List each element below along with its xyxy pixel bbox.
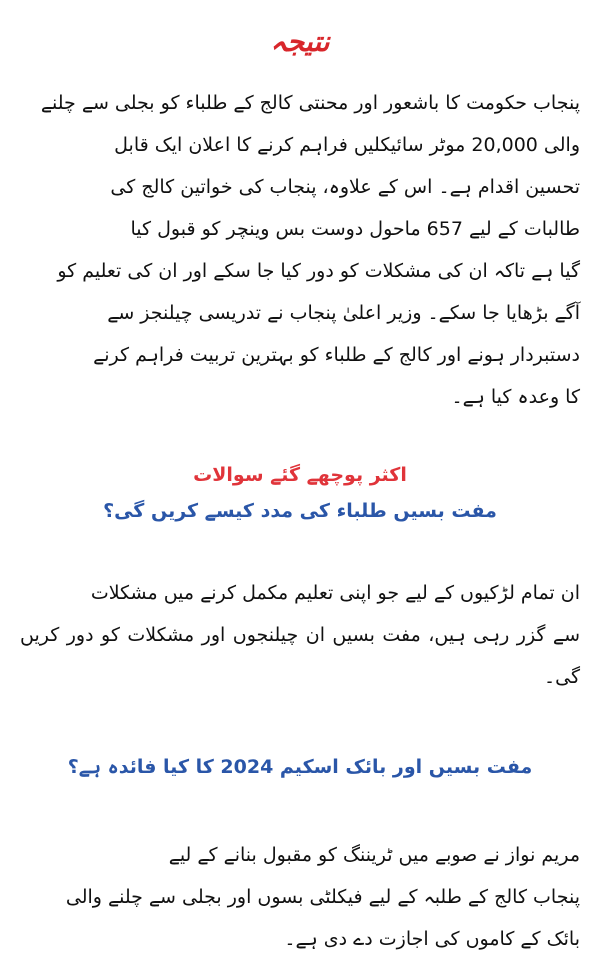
answer-line: بائک کے کاموں کی اجازت دے دی ہے۔ bbox=[284, 928, 580, 950]
intro-line: دستبردار ہونے اور کالج کے طلباء کو بہترین تربیت فراہم کرنے bbox=[93, 344, 580, 366]
intro-paragraph bbox=[20, 82, 580, 418]
answer-line: پنجاب کالج کے طلبہ کے لیے فیکلٹی بسوں اور بجلی سے چلنے والی bbox=[65, 886, 580, 908]
faq-answer bbox=[20, 834, 580, 960]
intro-line: تحسین اقدام ہے۔ اس کے علاوہ، پنجاب کی خواتین کالج کی bbox=[110, 176, 580, 198]
faq-answer bbox=[20, 572, 580, 698]
conclusion-heading: نتیجہ bbox=[270, 25, 330, 58]
intro-line: کا وعدہ کیا ہے۔ bbox=[451, 386, 580, 408]
faq-heading: اکثر پوچھے گئے سوالات bbox=[193, 464, 407, 486]
intro-line: آگے بڑھایا جا سکے۔ وزیر اعلیٰ پنجاب نے تدریسی چیلنجز سے bbox=[107, 302, 580, 324]
faq-question: مفت بسیں طلباء کی مدد کیسے کریں گی؟ bbox=[103, 500, 497, 522]
answer-line: سے گزر رہی ہیں، مفت بسیں ان چیلنجوں اور مشکلات کو دور کریں گی۔ bbox=[20, 624, 580, 688]
answer-line: مریم نواز نے صوبے میں ٹریننگ کو مقبول بنانے کے لیے bbox=[168, 844, 580, 866]
intro-line: طالبات کے لیے 657 ماحول دوست بس وینچر کو قبول کیا bbox=[130, 218, 580, 240]
answer-line: ان تمام لڑکیوں کے لیے جو اپنی تعلیم مکمل کرنے میں مشکلات bbox=[90, 582, 580, 604]
intro-line: پنجاب حکومت کا باشعور اور محنتی کالج کے طلباء کو بجلی سے چلنے bbox=[40, 92, 580, 114]
faq-question: مفت بسیں اور بائک اسکیم 2024 کا کیا فائدہ ہے؟ bbox=[67, 756, 533, 778]
intro-line: گیا ہے تاکہ ان کی مشکلات کو دور کیا جا سکے اور ان کی تعلیم کو bbox=[57, 260, 580, 282]
intro-line: والی 20,000 موٹر سائیکلیں فراہم کرنے کا اعلان ایک قابل bbox=[114, 134, 580, 156]
